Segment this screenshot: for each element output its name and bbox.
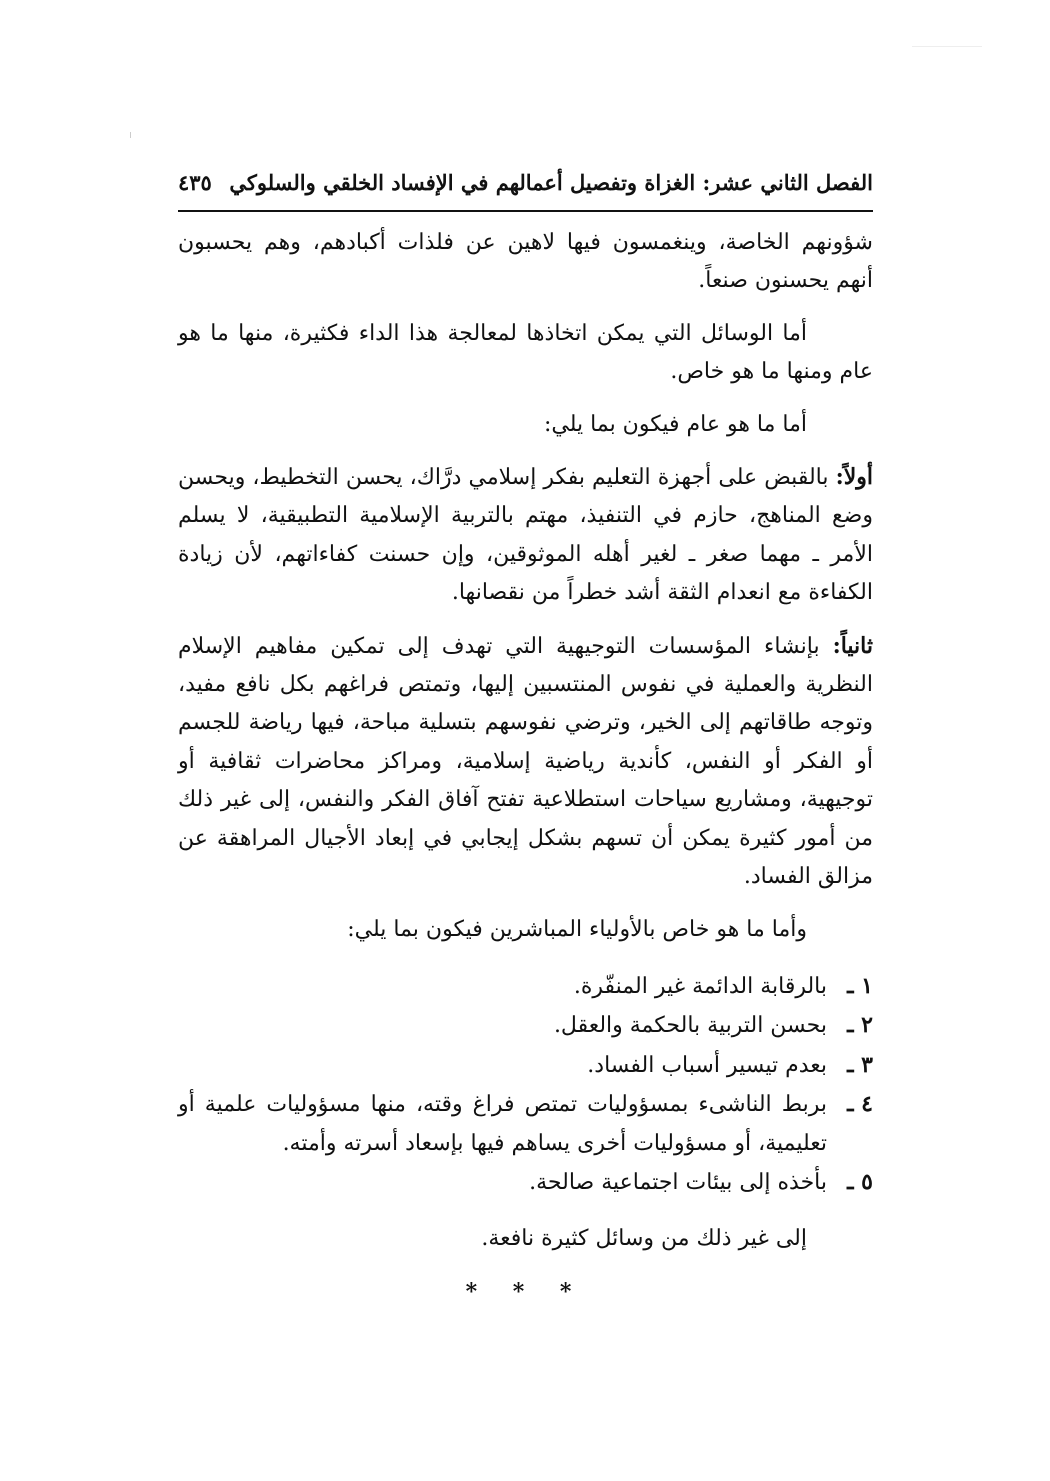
list-item: [178, 1006, 873, 1045]
chapter-title: الفصل الثاني عشر: الغزاة وتفصيل أعمالهم في الإفساد الخلقي والسلوكي: [229, 170, 873, 195]
list-item: [178, 967, 873, 1006]
list-item-number: ١ ـ: [847, 972, 873, 999]
paragraph: [178, 406, 873, 444]
paragraph-text: أما الوسائل التي يمكن اتخاذها لمعالجة هذا الداء فكثيرة، منها ما هو عام ومنها ما هو خاص.: [178, 320, 873, 385]
numbered-list: [178, 967, 873, 1202]
list-item: [178, 1046, 873, 1085]
paragraph: [178, 458, 873, 613]
list-item: [178, 1163, 873, 1202]
list-item-text: بعدم تيسير أسباب الفساد.: [587, 1052, 827, 1078]
closing-line: إلى غير ذلك من وسائل كثيرة نافعة.: [481, 1226, 807, 1252]
paragraph: [178, 911, 873, 949]
list-item-text: بأخذه إلى بيئات اجتماعية صالحة.: [529, 1169, 827, 1195]
paragraph-lead: ثانياً:: [832, 632, 873, 659]
list-item-number: ٣ ـ: [847, 1051, 873, 1078]
book-page: [178, 170, 873, 1311]
list-item-text: بحسن التربية بالحكمة والعقل.: [553, 1013, 827, 1039]
paragraph: [178, 315, 873, 392]
paragraph: [178, 627, 873, 897]
paragraph: [178, 224, 873, 301]
paragraph-text: بإنشاء المؤسسات التوجيهية التي تهدف إلى تمكين مفاهيم الإسلام النظرية والعملية في نفوس المنتسبين إليها، وتمتص فراغهم بكل نافع مفيد، وتوجه طاقاتهم إلى الخير، وترضي نفوسهم بتسلية مباحة، فيها رياضة للجسم أو الفكر أو النفس، كأندية رياضية إسلامية، ومراكز محاضرات ثقافية أو توجيهية، ومشاريع سياحات استطلاعية تفتح آفاق الفكر والنفس، إلى غير ذلك من أمور كثيرة يمكن أن تسهم بشكل إيجابي في إبعاد الأجيال المراهقة عن مزالق الفساد.: [178, 633, 873, 890]
list-item-text: بربط الناشىء بمسؤوليات تمتص فراغ وقته، منها مسؤوليات علمية أو تعليمية، أو مسؤوليات أخرى يساهم فيها بإسعاد أسرته وأمته.: [178, 1092, 827, 1156]
paragraph-text: شؤونهم الخاصة، وينغمسون فيها لاهين عن فلذات أكبادهم، وهم يحسبون أنهم يحسنون صنعاً.: [178, 230, 873, 294]
paragraph-text: بالقبض على أجهزة التعليم بفكر إسلامي درَّاك، يحسن التخطيط، ويحسن وضع المناهج، حازم في التنفيذ، مهتم بالتربية الإسلامية التطبيقية، لا يسلم الأمر ـ مهما صغر ـ لغير أهله الموثوقين، وإن حسنت كفاءاتهم، لأن زيادة الكفاءة مع انعدام الثقة أشد خطراً من نقصانها.: [178, 465, 873, 606]
list-item-text: بالرقابة الدائمة غير المنفّرة.: [573, 973, 827, 999]
paragraph-lead: أولاً:: [835, 464, 873, 491]
paragraph-text: وأما ما هو خاص بالأولياء المباشرين فيكون بما يلي:: [347, 916, 807, 942]
list-item-number: ٥ ـ: [847, 1168, 873, 1195]
section-ornament: * * *: [465, 1278, 586, 1305]
page-body: [178, 224, 873, 1311]
paragraph-text: أما ما هو عام فيكون بما يلي:: [544, 411, 807, 437]
list-item: [178, 1085, 873, 1163]
scan-artifact: [130, 132, 131, 138]
list-item-number: ٢ ـ: [847, 1012, 873, 1039]
page-number: ٤٣٥: [178, 170, 212, 195]
scan-artifact: [912, 46, 982, 47]
running-header: [178, 170, 873, 212]
list-item-number: ٤ ـ: [847, 1091, 873, 1118]
